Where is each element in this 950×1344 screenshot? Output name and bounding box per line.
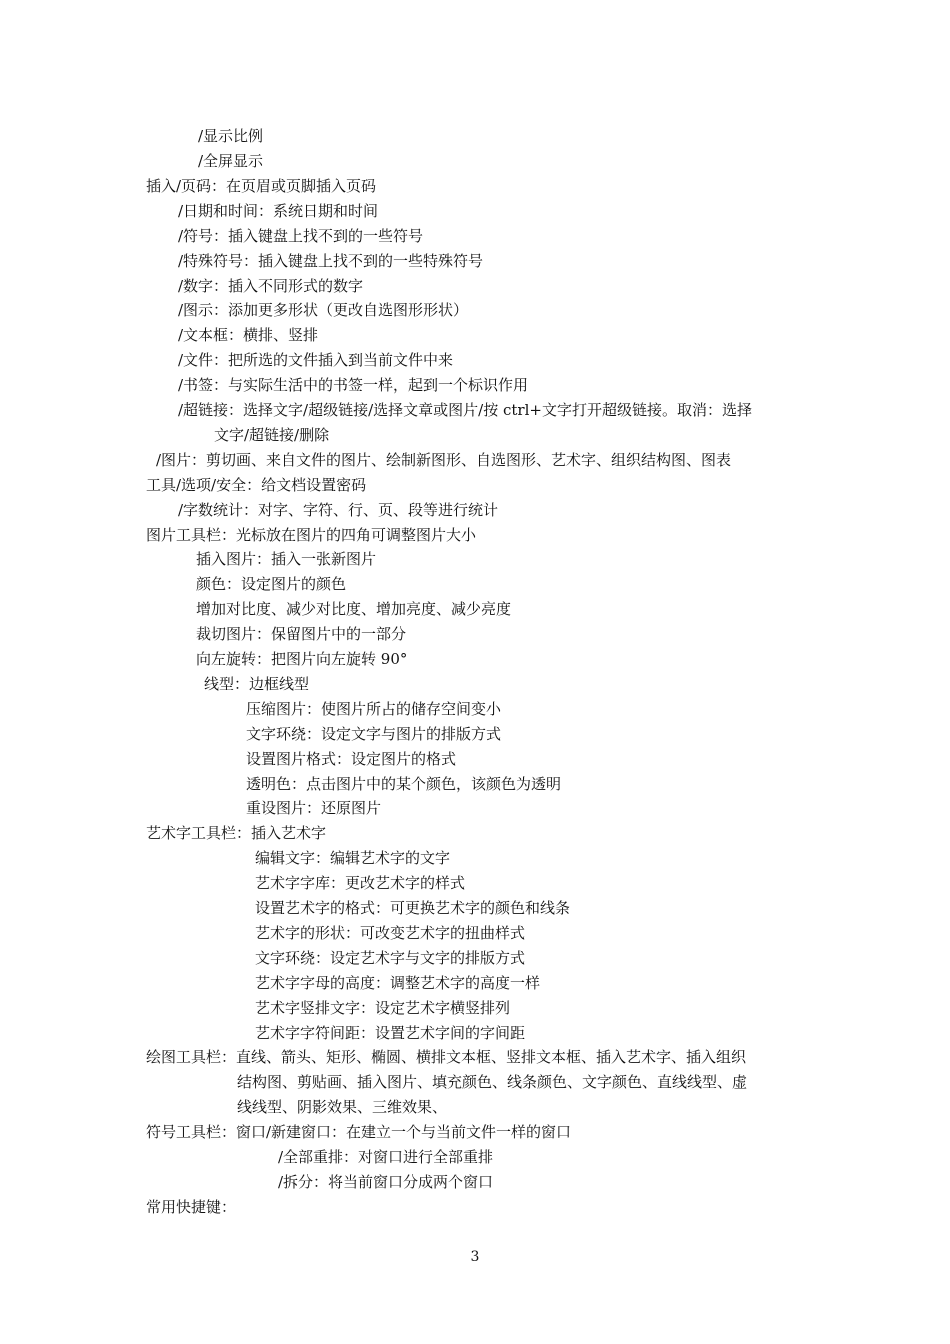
text-line: 符号工具栏：窗口/新建窗口：在建立一个与当前文件一样的窗口 — [146, 1123, 572, 1141]
text-line: /拆分：将当前窗口分成两个窗口 — [278, 1173, 494, 1191]
text-line: 插入图片：插入一张新图片 — [196, 550, 377, 568]
text-line: /字数统计：对字、字符、行、页、段等进行统计 — [178, 501, 499, 519]
text-line: 常用快捷键： — [146, 1198, 237, 1216]
text-line: 文字/超链接/删除 — [214, 426, 330, 444]
text-line: /图片：剪切画、来自文件的图片、绘制新图形、自选图形、艺术字、组织结构图、图表 — [156, 451, 732, 469]
text-line: /图示：添加更多形状（更改自选图形形状） — [178, 301, 469, 319]
text-line: 设置图片格式：设定图片的格式 — [246, 750, 457, 768]
text-line: /日期和时间：系统日期和时间 — [178, 202, 379, 220]
text-line: /全部重排：对窗口进行全部重排 — [278, 1148, 494, 1166]
text-line: 图片工具栏：光标放在图片的四角可调整图片大小 — [146, 526, 477, 544]
text-line: 线型：边框线型 — [204, 675, 310, 693]
text-line: /数字：插入不同形式的数字 — [178, 277, 364, 295]
text-line: /特殊符号：插入键盘上找不到的一些特殊符号 — [178, 252, 484, 270]
text-line: 艺术字字符间距：设置艺术字间的字间距 — [255, 1024, 526, 1042]
text-line: 插入/页码：在页眉或页脚插入页码 — [146, 177, 377, 195]
text-line: /文件：把所选的文件插入到当前文件中来 — [178, 351, 454, 369]
text-line: /文本框：横排、竖排 — [178, 326, 319, 344]
text-line: 向左旋转：把图片向左旋转 90° — [196, 650, 408, 668]
text-line: /书签：与实际生活中的书签一样，起到一个标识作用 — [178, 376, 529, 394]
text-line: 艺术字字母的高度：调整艺术字的高度一样 — [255, 974, 541, 992]
text-line: 裁切图片：保留图片中的一部分 — [196, 625, 407, 643]
text-line: 压缩图片：使图片所占的储存空间变小 — [246, 700, 502, 718]
text-line: 结构图、剪贴画、插入图片、填充颜色、线条颜色、文字颜色、直线线型、虚 — [237, 1073, 748, 1091]
text-line: 重设图片：还原图片 — [246, 799, 382, 817]
text-line: 艺术字竖排文字：设定艺术字横竖排列 — [255, 999, 511, 1017]
text-line: 线线型、阴影效果、三维效果、 — [237, 1098, 448, 1116]
text-line: 透明色：点击图片中的某个颜色，该颜色为透明 — [246, 775, 562, 793]
text-line: 编辑文字：编辑艺术字的文字 — [255, 849, 451, 867]
text-line: 增加对比度、减少对比度、增加亮度、减少亮度 — [196, 600, 512, 618]
text-line: 艺术字工具栏：插入艺术字 — [146, 824, 327, 842]
text-line: 绘图工具栏：直线、箭头、矩形、椭圆、横排文本框、竖排文本框、插入艺术字、插入组织 — [146, 1048, 747, 1066]
text-line: 颜色：设定图片的颜色 — [196, 575, 347, 593]
text-line: 工具/选项/安全：给文档设置密码 — [146, 476, 367, 494]
text-line: 文字环绕：设定艺术字与文字的排版方式 — [255, 949, 526, 967]
text-line: 设置艺术字的格式：可更换艺术字的颜色和线条 — [255, 899, 571, 917]
text-line: 文字环绕：设定文字与图片的排版方式 — [246, 725, 502, 743]
text-line: /符号：插入键盘上找不到的一些符号 — [178, 227, 424, 245]
text-line: /全屏显示 — [198, 152, 264, 170]
text-line: 艺术字字库：更改艺术字的样式 — [255, 874, 466, 892]
text-line: /显示比例 — [198, 127, 264, 145]
text-line: 艺术字的形状：可改变艺术字的扭曲样式 — [255, 924, 526, 942]
text-line: /超链接：选择文字/超级链接/选择文章或图片/按 ctrl+文字打开超级链接。取消：选择 — [178, 401, 752, 419]
page-number: 3 — [470, 1249, 480, 1265]
